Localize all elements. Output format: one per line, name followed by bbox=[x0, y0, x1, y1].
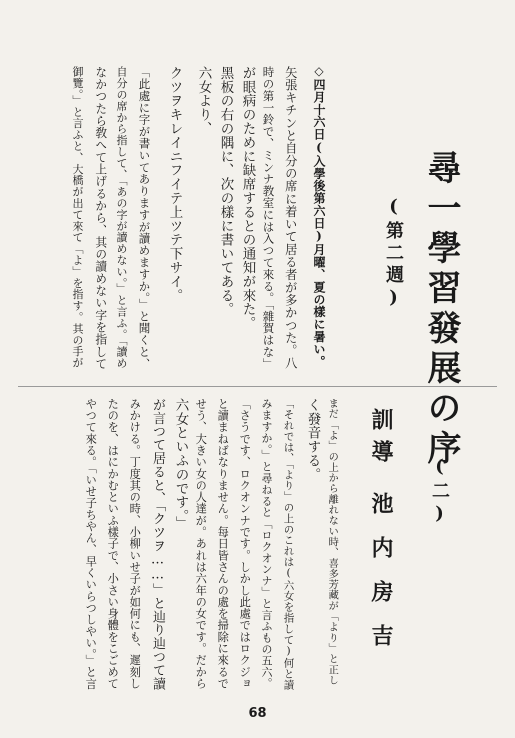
text-column: 黑板の右の隅に、次の樣に書いてある。 bbox=[217, 66, 234, 317]
text-column: 六女といふのです。」 bbox=[172, 398, 189, 531]
text-column: と讀まねばなりません。每日皆さんの處を掃除に來るで bbox=[216, 398, 230, 690]
author-role: 訓導 bbox=[368, 408, 394, 472]
text-column: が言つて居ると、「クツヲ……」と辿り辿つて讀 bbox=[150, 398, 165, 691]
text-column: が眼病のために缺席するとの通知が來た。 bbox=[239, 66, 256, 331]
text-column: たのを、はにかむといふ樣子で、小さい身體をこごめて bbox=[106, 398, 120, 690]
text-column: 「さうです、ロクオンナです。しかし此處ではロクジョ bbox=[238, 398, 252, 690]
text-column: 時の第一鈴で、ミンナ教室には入つて來る。「雜賀はな」 bbox=[261, 66, 276, 370]
author-name: 池内房吉 bbox=[368, 492, 394, 668]
text-column: ◇四月十六日(入學後第六日)月曜、夏の樣に暑い。 bbox=[312, 64, 326, 368]
text-column: 六女より、 bbox=[195, 66, 212, 136]
article-title: 尋一學習發展の序 bbox=[421, 150, 461, 470]
text-column: 「此處に字が書いてありますが讀めますか。」と聞くと、 bbox=[137, 66, 152, 370]
text-column: 矢張キチンと自分の席に着いて居る者が多かつた。八 bbox=[283, 66, 298, 370]
divider-rule bbox=[18, 386, 497, 387]
text-column: みますか。」と尋ねると「ロクオンナ」と言ふもの五六。 bbox=[260, 398, 273, 689]
text-column: せう、大きい女の人達が。あれは六年の女です。だから bbox=[194, 398, 208, 690]
text-column: く發音する。 bbox=[304, 398, 321, 482]
page-number: 68 bbox=[248, 706, 267, 721]
text-column: 自分の席から指して、「あの字が讀めない。」と言ふ。「讀め bbox=[115, 66, 128, 369]
text-column: クツヲキレイニフイテ上ツテ下サイ。 bbox=[166, 66, 183, 303]
text-column: なかつたら敎へて上げるから、其の讀めない字を指して bbox=[93, 66, 108, 370]
text-column: まだ「よ」の上から離れない時、喜多芳藏が「より」と正し bbox=[326, 398, 339, 686]
text-column: やつて來る。「いせ子ちやん、早くいらつしやい。」と言 bbox=[84, 398, 98, 690]
article-title-number: (二) bbox=[429, 456, 450, 528]
text-column: 御覽。」と言ふと、大橋が出て來て「よ」を指す。其の手が bbox=[71, 66, 84, 369]
text-column: 「それでは、「より」の上のこれは(六女を指して)何と讀 bbox=[282, 398, 295, 691]
article-subtitle: (第二週) bbox=[383, 196, 404, 312]
text-column: みかける。丁度其の時、小柳いせ子が如何にも、遲刻し bbox=[128, 398, 142, 690]
